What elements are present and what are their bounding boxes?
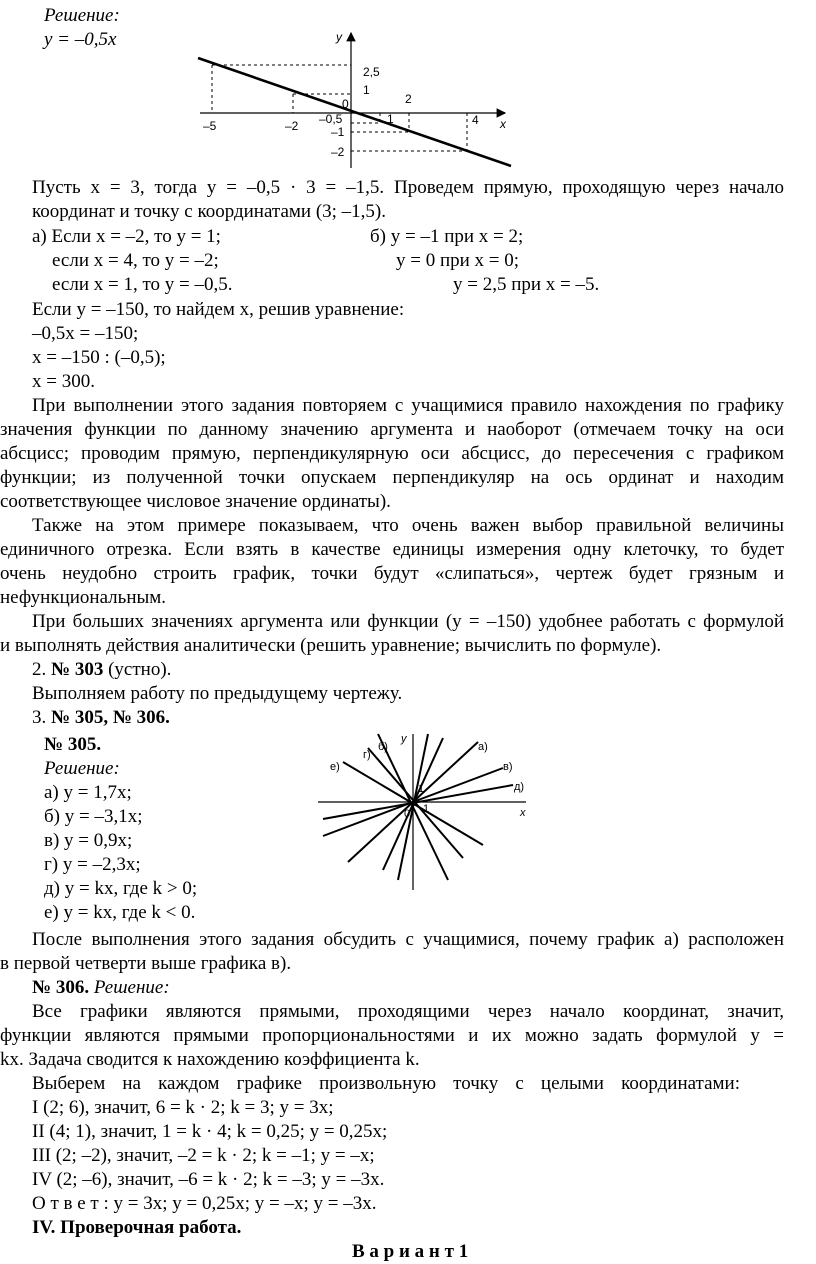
paragraph: координат и точку с координатами (3; –1,5). [32,201,386,222]
svg-text:1: 1 [387,112,394,126]
svg-text:е): е) [330,761,340,773]
section-title: IV. Проверочная работа. [32,1217,242,1238]
svg-text:–2: –2 [285,119,299,133]
linear-graph [195,28,525,173]
paragraph: kx. Задача сводится к нахождению коэффициента k. [0,1049,420,1070]
paragraph: нефункциональным. [0,587,167,608]
y-label: y [336,30,342,44]
equation-intro: Если y = –150, то найдем x, решив уравнение: [32,299,405,320]
n306-row: I (2; 6), значит, 6 = k · 2; k = 3; y = 3x; [32,1097,334,1118]
n306-title: № 306. Решение: [32,977,170,998]
svg-text:0: 0 [404,808,411,820]
paragraph: функции являются прямыми пропорциональностями и их можно задать формулой y = [0,1025,784,1046]
paragraph: единичного отрезка. Если взять в качестве единицы измерения одну клеточку, то будет [0,539,784,560]
svg-text:y: y [401,733,407,745]
equation-step: –0,5x = –150; [32,323,139,344]
case-a2: если x = 4, то y = –2; [52,250,219,271]
n305-item: а) y = 1,7x; [44,782,132,803]
paragraph: Пусть x = 3, тогда y = –0,5 · 3 = –1,5. Проведем прямую, проходящую через начало [32,177,784,198]
n305-item: г) y = –2,3x; [44,854,141,875]
n305-item: в) y = 0,9x; [44,830,133,851]
equation-step: x = 300. [32,371,95,392]
n305-item: е) y = kx, где k < 0. [44,902,196,923]
n306-answer: О т в е т : y = 3x; y = 0,25x; y = –x; y = –3x. [32,1193,377,1214]
svg-text:2,5: 2,5 [363,65,380,79]
n305-title: № 305. [44,734,102,755]
svg-text:–2: –2 [331,145,345,159]
paragraph: Также на этом примере показываем, что очень важен выбор правильной величины [32,515,784,536]
n305-item: д) y = kx, где k > 0; [44,878,198,899]
x-label: x [500,117,506,131]
case-a3: если x = 1, то y = –0,5. [52,274,233,295]
n305-heading: Решение: [44,758,120,779]
paragraph: абсцисс; проводим прямую, перпендикулярную оси абсцисс, до пересечения с графиком [0,443,784,464]
equation-step: x = –150 : (–0,5); [32,347,166,368]
equation: y = –0,5x [44,29,117,50]
svg-text:4: 4 [472,113,479,127]
svg-text:–0,5: –0,5 [319,112,343,126]
svg-text:x: x [520,807,526,819]
svg-text:0: 0 [342,97,349,111]
task-303-note: Выполняем работу по предыдущему чертежу. [32,683,403,704]
n306-row: III (2; –2), значит, –2 = k · 2; k = –1; y = –x; [32,1145,375,1166]
paragraph: очень неудобно строить график, точки будут «слипаться», чертеж будет грязным и [0,563,784,584]
paragraph: Все графики являются прямыми, проходящими через начало координат, значит, [32,1001,784,1022]
solution-heading: Решение: [44,5,120,26]
svg-text:б): б) [378,741,388,753]
task-303: 2. № 303 (устно). [32,659,172,680]
svg-text:а): а) [478,741,488,753]
paragraph: значения функции по данному значению аргумента и наоборот (отмечаем точку на оси [0,419,784,440]
function-line [198,58,511,166]
svg-text:1: 1 [423,803,430,815]
paragraph: функции; из полученной точки опускаем перпендикуляр на ось ординат и находим [0,467,784,488]
svg-text:1: 1 [418,783,425,795]
paragraph: При выполнении этого задания повторяем с учащимися правило нахождения по графику [32,395,784,416]
paragraph: в первой четверти выше графика в). [0,953,292,974]
paragraph: При больших значениях аргумента или функции (y = –150) удобнее работать с формулой [32,611,784,632]
case-b2: y = 0 при x = 0; [396,250,520,271]
case-b1: б) y = –1 при x = 2; [370,226,524,247]
line-g [368,748,463,858]
n305-item: б) y = –3,1x; [44,806,143,827]
lines-graph [318,730,538,895]
n306-row: IV (2; –6), значит, –6 = k · 2; k = –3; y = –3x. [32,1169,385,1190]
paragraph: После выполнения этого задания обсудить с учащимися, почему график а) расположен [32,929,784,950]
case-a1: а) Если x = –2, то y = 1; [32,226,221,247]
paragraph: и выполнять действия аналитически (решить уравнение; вычислить по формуле). [0,635,662,656]
svg-text:1: 1 [363,83,370,97]
case-b3: y = 2,5 при x = –5. [453,274,600,295]
variant-title: В а р и а н т 1 [352,1241,469,1262]
svg-text:в): в) [503,761,513,773]
svg-text:д): д) [514,781,525,793]
svg-text:2: 2 [405,92,412,106]
svg-text:г): г) [363,749,371,761]
n306-row: II (4; 1), значит, 1 = k · 4; k = 0,25; y = 0,25x; [32,1121,388,1142]
svg-text:–5: –5 [203,119,217,133]
paragraph: Выберем на каждом графике произвольную точку с целыми координатами: [32,1073,740,1094]
paragraph: соответствующее числовое значение ординаты). [0,491,391,512]
task-305-306: 3. № 305, № 306. [32,707,170,728]
svg-text:–1: –1 [331,125,345,139]
